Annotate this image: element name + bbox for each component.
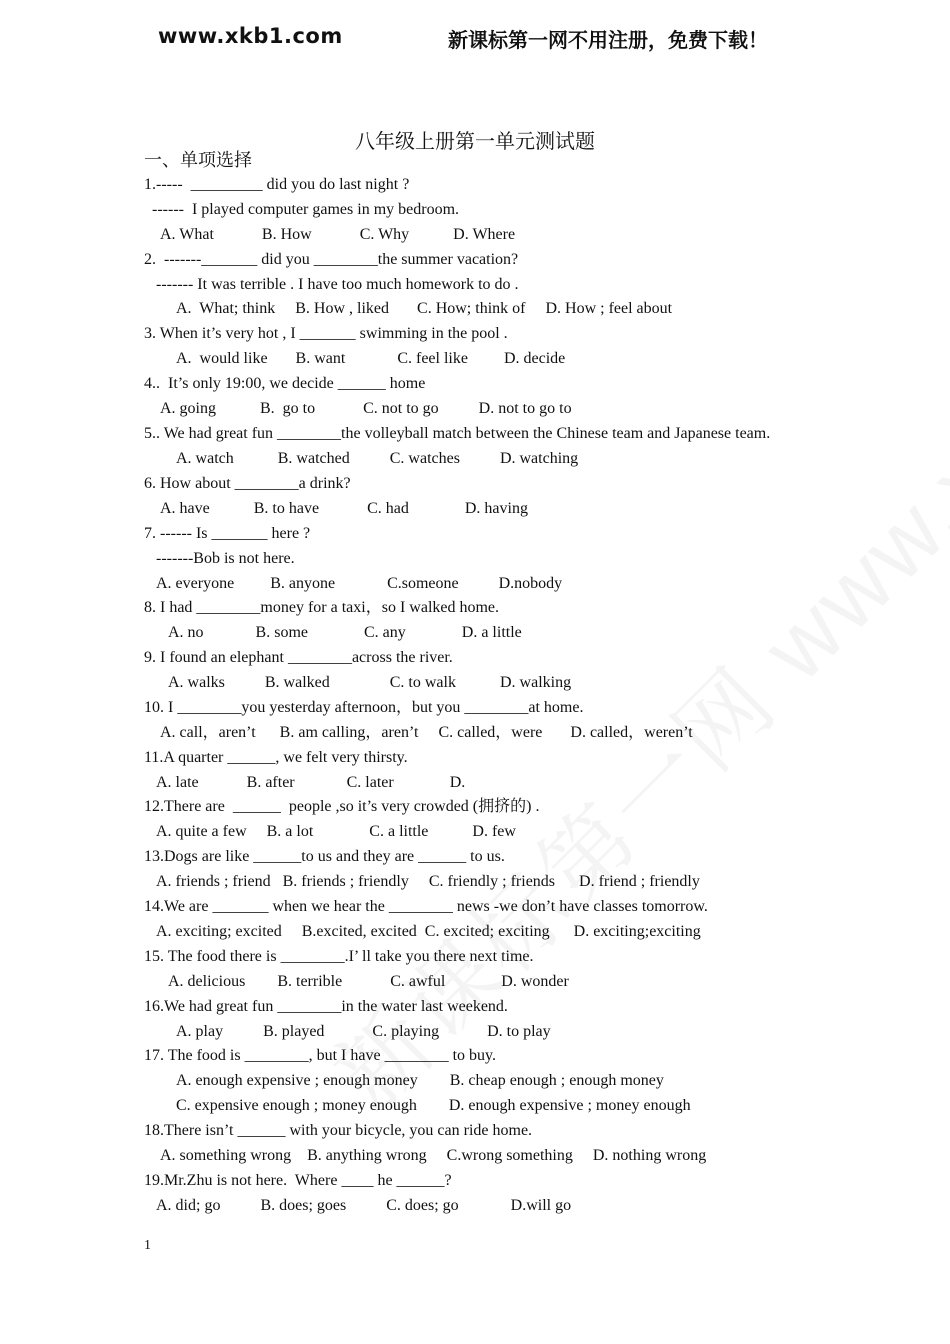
question-line: A. walks B. walked C. to walk D. walking: [168, 674, 572, 691]
question-line: A. friends ; friend B. friends ; friendly C. friendly ; friends D. friend ; friendly: [156, 873, 700, 890]
question-line: 14.We are _______ when we hear the ________ news -we don’t have classes tomorrow.: [144, 898, 708, 915]
question-line: A. late B. after C. later D.: [156, 774, 466, 791]
question-line: 12.There are ______ people ,so it’s very crowded (拥挤的) .: [144, 798, 540, 815]
question-line: A. would like B. want C. feel like D. decide: [176, 350, 566, 367]
question-line: C. expensive enough ; money enough D. enough expensive ; money enough: [176, 1097, 691, 1114]
question-line: A. exciting; excited B.excited, excited C. excited; exciting D. exciting;exciting: [156, 923, 701, 940]
question-line: A. What; think B. How , liked C. How; think of D. How ; feel about: [176, 300, 673, 317]
question-line: A. no B. some C. any D. a little: [168, 624, 522, 641]
question-line: A. something wrong B. anything wrong C.wrong something D. nothing wrong: [160, 1147, 707, 1164]
question-line: A. watch B. watched C. watches D. watching: [176, 450, 579, 467]
question-line: 10. I ________you yesterday afternoon，but you ________at home.: [144, 699, 584, 716]
header-slogan: 新课标第一网不用注册，免费下载！: [448, 28, 768, 52]
question-line: 19.Mr.Zhu is not here. Where ____ he ______?: [144, 1172, 452, 1189]
question-line: ------ I played computer games in my bedroom.: [152, 201, 460, 218]
question-line: 15. The food there is ________.I’ ll take you there next time.: [144, 948, 534, 965]
question-line: 9. I found an elephant ________across the river.: [144, 649, 453, 666]
question-line: 3. When it’s very hot , I _______ swimming in the pool .: [144, 325, 508, 342]
question-line: 2. -------_______ did you ________the summer vacation?: [144, 251, 519, 268]
question-line: A. everyone B. anyone C.someone D.nobody: [156, 575, 563, 592]
question-line: 6. How about ________a drink?: [144, 475, 351, 492]
question-line: A. have B. to have C. had D. having: [160, 500, 528, 517]
question-line: A. What B. How C. Why D. Where: [160, 226, 516, 243]
question-line: A. play B. played C. playing D. to play: [176, 1023, 551, 1040]
question-line: 18.There isn’t ______ with your bicycle, you can ride home.: [144, 1122, 533, 1139]
question-line: A. delicious B. terrible C. awful D. wonder: [168, 973, 569, 990]
question-line: 11.A quarter ______, we felt very thirsty.: [144, 749, 408, 766]
question-line: A. call，aren’t B. am calling，aren’t C. called，were D. called，weren’t: [160, 724, 693, 741]
header-site-url[interactable]: www.xkb1.com: [158, 24, 343, 48]
question-line: 7. ------ Is _______ here ?: [144, 525, 311, 542]
question-line: 13.Dogs are like ______to us and they are ______ to us.: [144, 848, 505, 865]
question-line: 17. The food is ________, but I have ________ to buy.: [144, 1047, 496, 1064]
question-line: 1.----- _________ did you do last night ?: [144, 176, 410, 193]
page-number: 1: [144, 1238, 151, 1253]
question-line: -------Bob is not here.: [156, 550, 295, 567]
question-line: A. going B. go to C. not to go D. not to go to: [160, 400, 572, 417]
question-line: 4.. It’s only 19:00, we decide ______ home: [144, 375, 426, 392]
question-line: ------- It was terrible . I have too much homework to do .: [156, 276, 519, 293]
question-line: A. enough expensive ; enough money B. cheap enough ; enough money: [176, 1072, 664, 1089]
section-heading: 一、单项选择: [144, 150, 252, 170]
question-line: 5.. We had great fun ________the volleyball match between the Chinese team and Japanese team.: [144, 425, 771, 442]
question-line: A. did; go B. does; goes C. does; go D.will go: [156, 1197, 572, 1214]
page-title: 八年级上册第一单元测试题: [355, 131, 595, 153]
question-line: 16.We had great fun ________in the water last weekend.: [144, 998, 508, 1015]
question-line: 8. I had ________money for a taxi，so I walked home.: [144, 599, 500, 616]
question-line: A. quite a few B. a lot C. a little D. few: [156, 823, 516, 840]
